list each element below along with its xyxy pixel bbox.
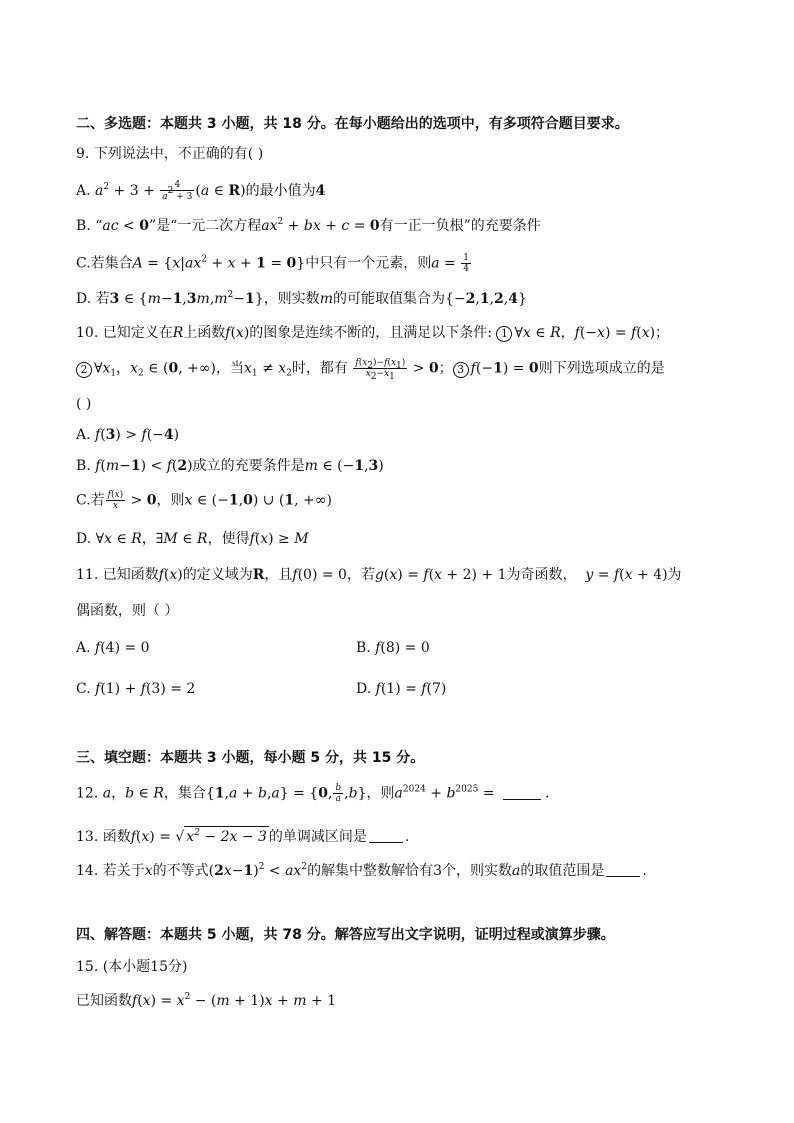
q11-stem-line1: 11. 已知函数f(x)的定义域为R，且f(0) = 0，若g(x) = f(x + 2) + 1为奇函数， y = f(x + 4)为 xyxy=(76,567,682,583)
q10-option-a: A. f(3) > f(−4) xyxy=(76,427,180,443)
circled-number-3: 3 xyxy=(453,362,469,378)
q13: 13. 函数f(x) = √ $x^2 - 2x - 3$ 的单调减区间是 . xyxy=(76,828,410,845)
q10-option-b: B. f(m−1) < f(2)成立的充要条件是m ∈ (−1,3) xyxy=(76,458,384,474)
q13-answer-blank[interactable] xyxy=(369,828,403,843)
q14: 14. 若关于x的不等式$(2x-1)^2 < ax^2$的解集中整数解恰有3个，则实数a的取值范围是 . xyxy=(76,862,647,879)
q10-stem-line1: 10. 已知定义在R上函数f(x)的图象是连续不断的，且满足以下条件: 1 ∀x ∈ R，f(−x) = f(x)； xyxy=(76,325,670,341)
q10-stem-line2: 2 $\forall x_1$，$x_2$ ∈ (0, +∞)，当$x_1 \ne x_2$时，都有 $\frac{f(x_2)-f(x_1)}{x_2-x_1}$ > 0； 3 f(−1) = 0则下列选项成立的是 xyxy=(76,358,665,379)
section-4-heading: 四、解答题：本题共 5 小题，共 78 分。解答应写出文字说明，证明过程或演算步骤。 xyxy=(76,927,615,943)
q9-stem: 9. 下列说法中，不正确的有( ) xyxy=(76,146,264,162)
circled-number-2: 2 xyxy=(76,362,92,378)
q11-option-b: B. f(8) = 0 xyxy=(356,640,430,656)
q12-answer-blank[interactable] xyxy=(503,785,541,800)
q11-options-row1 xyxy=(76,638,716,658)
q11-option-c: C. f(1) + f(3) = 2 xyxy=(76,681,196,697)
q12: 12. a，b ∈ R，集合{1,a + b,a} = {0, $\frac{b}{a}$ ,b}，则$a^{2024} + b^{2025}$ = . xyxy=(76,783,550,804)
q15-title: 15. (本小题15分) xyxy=(76,959,188,975)
q9-option-b: B. “ac < 0”是“一元二次方程$ax^2$ + bx + c = 0有一正一负根”的充要条件 xyxy=(76,217,541,234)
q11-stem-line2: 偶函数，则（ ） xyxy=(76,603,179,619)
q10-option-c: C.若 $\frac{f(x)}{x}$ > 0，则x ∈ (−1,0) ∪ (1, +∞) xyxy=(76,490,332,511)
q14-answer-blank[interactable] xyxy=(606,862,640,877)
section-3-heading: 三、填空题：本题共 3 小题，每小题 5 分，共 15 分。 xyxy=(76,750,425,766)
q11-option-a: A. f(4) = 0 xyxy=(76,640,150,656)
q10-option-d: D. ∀x ∈ R，∃M ∈ R，使得f(x) ≥ M xyxy=(76,531,309,547)
q15-stem: 已知函数$f(x) = x^2 - (m + 1)x + m + 1$ xyxy=(76,992,337,1009)
q9-option-a: A. $a^2 + 3$ + $\frac{4}{a^2 + 3}$ (a ∈ R)的最小值为4 xyxy=(76,180,326,202)
q9-option-d: D. 若3 ∈ $\{m-1,3m,m^2-1\}$，则实数m的可能取值集合为{−2,1,2,4} xyxy=(76,290,527,307)
circled-number-1: 1 xyxy=(496,326,512,342)
q11-option-d: D. f(1) = f(7) xyxy=(356,681,447,697)
q9-option-c: C.若集合$A = \{x|ax^2 + x + 1 = 0\}$中只有一个元素，则a = $\frac{1}{4}$ xyxy=(76,253,469,274)
section-2-heading: 二、多选题：本题共 3 小题，共 18 分。在每小题给出的选项中，有多项符合题目要求。 xyxy=(76,116,629,132)
q11-options-row2 xyxy=(76,679,716,699)
q10-paren: ( ) xyxy=(76,396,92,412)
